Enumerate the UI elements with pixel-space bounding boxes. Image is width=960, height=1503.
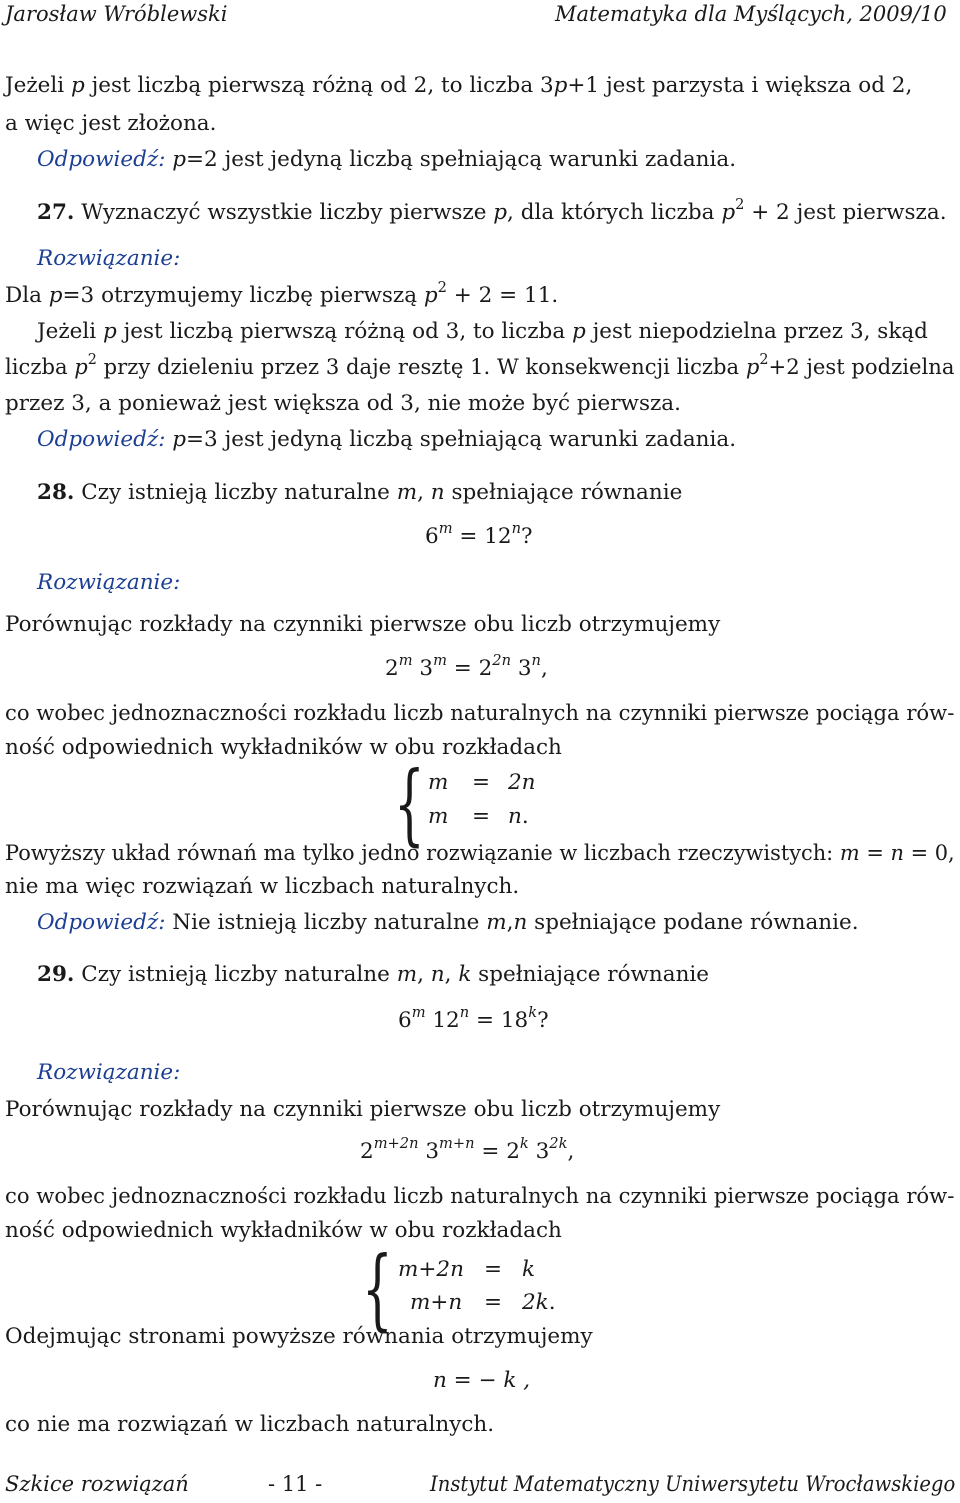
answer-label: Odpowiedź: [37,147,166,172]
p28-sol-line1: Porównując rozkłady na czynniki pierwsze obu liczb otrzymujemy [5,612,721,637]
p28-sol-line3: ność odpowiednich wykładników w obu rozkładach [5,735,562,760]
p29-equation3: n = − k , [433,1368,531,1393]
p29-question: 29. Czy istnieją liczby naturalne m, n, k spełniające równanie [37,962,710,987]
answer-label: Odpowiedź: [37,910,166,935]
p29-equation1: 6$^m$ $12^n = 18^k$? [398,1003,549,1033]
p28-system-row1: m = 2n [428,770,536,795]
footer-institution: Instytut Matematyczny Uniwersytetu Wrocławskiego [430,1472,956,1496]
p29-system-row1: m+2n = k [398,1257,536,1282]
p29-sol-line4: Odejmując stronami powyższe równania otrzymujemy [5,1324,593,1349]
p28-equation1: $6^m = 12^n$? [425,519,533,549]
header-author: Jarosław Wróblewski [5,2,228,26]
p28-sol-line4: Powyższy układ równań ma tylko jedno rozwiązanie w liczbach rzeczywistych: m = n = 0, [5,841,955,866]
p29-sol-line3: ność odpowiednich wykładników w obu rozkładach [5,1218,562,1243]
answer-label: Odpowiedź: [37,427,166,452]
p29-system-brace: { [362,1237,393,1340]
footer-page-number: - 11 - [268,1472,323,1496]
p28-system-row2: m = n. [428,804,529,829]
p29-sol-line2: co wobec jednoznaczności rozkładu liczb naturalnych na czynniki pierwsze pociąga rów- [5,1184,955,1209]
p28-equation2: 2$^m$ $3^m = 2^{2n}$ 3$^n$, [385,651,548,681]
problem-number: 28. [37,480,75,505]
p28-system-brace: { [394,752,425,855]
p29-sol-line5: co nie ma rozwiązań w liczbach naturalnych. [5,1412,495,1437]
p28-answer: Odpowiedź: Nie istnieją liczby naturalne m,n spełniające podane równanie. [37,910,859,935]
p27-sol-line4: przez 3, a ponieważ jest większa od 3, nie może być pierwsza. [5,391,681,416]
p27-sol-line1: Dla p=3 otrzymujemy liczbę pierwszą $p^2 + 2 = 11$. [5,278,559,308]
p29-system-row2: m+n = 2k. [410,1290,556,1315]
footer-left: Szkice rozwiązań [5,1472,189,1496]
p28-question: 28. Czy istnieją liczby naturalne m, n spełniające równanie [37,480,683,505]
problem-number: 29. [37,962,75,987]
p27-solution-label: Rozwiązanie: [37,246,181,271]
p28-solution-label: Rozwiązanie: [37,570,181,595]
p28-sol-line2: co wobec jednoznaczności rozkładu liczb naturalnych na czynniki pierwsze pociąga rów- [5,701,955,726]
p27-sol-line2: Jeżeli p jest liczbą pierwszą różną od 3, to liczba p jest niepodzielna przez 3, skąd [37,319,928,344]
p29-equation2: $2^{m+2n}$ $3^{m+n} = 2^k$ $3^{2k}$, [360,1134,575,1164]
p26-line2: a więc jest złożona. [5,111,217,136]
p26-answer: Odpowiedź: p=2 jest jedyną liczbą spełniającą warunki zadania. [37,147,737,172]
header-title: Matematyka dla Myślących, 2009/10 [555,2,947,26]
p27-answer: Odpowiedź: p=3 jest jedyną liczbą spełniającą warunki zadania. [37,427,737,452]
p27-sol-line3: liczba $p^2$ przy dzieleniu przez 3 daje resztę 1. W konsekwencji liczba $p^2+2$ jest podzielna [5,350,955,380]
p27-question: 27. Wyznaczyć wszystkie liczby pierwsze p, dla których liczba $p^2 + 2$ jest pierwsza. [37,195,947,225]
p28-sol-line5: nie ma więc rozwiązań w liczbach naturalnych. [5,874,520,899]
p26-line1: Jeżeli p jest liczbą pierwszą różną od 2, to liczba 3p+1 jest parzysta i większa od 2, [5,73,913,98]
p29-solution-label: Rozwiązanie: [37,1060,181,1085]
problem-number: 27. [37,200,75,225]
p29-sol-line1: Porównując rozkłady na czynniki pierwsze obu liczb otrzymujemy [5,1097,721,1122]
